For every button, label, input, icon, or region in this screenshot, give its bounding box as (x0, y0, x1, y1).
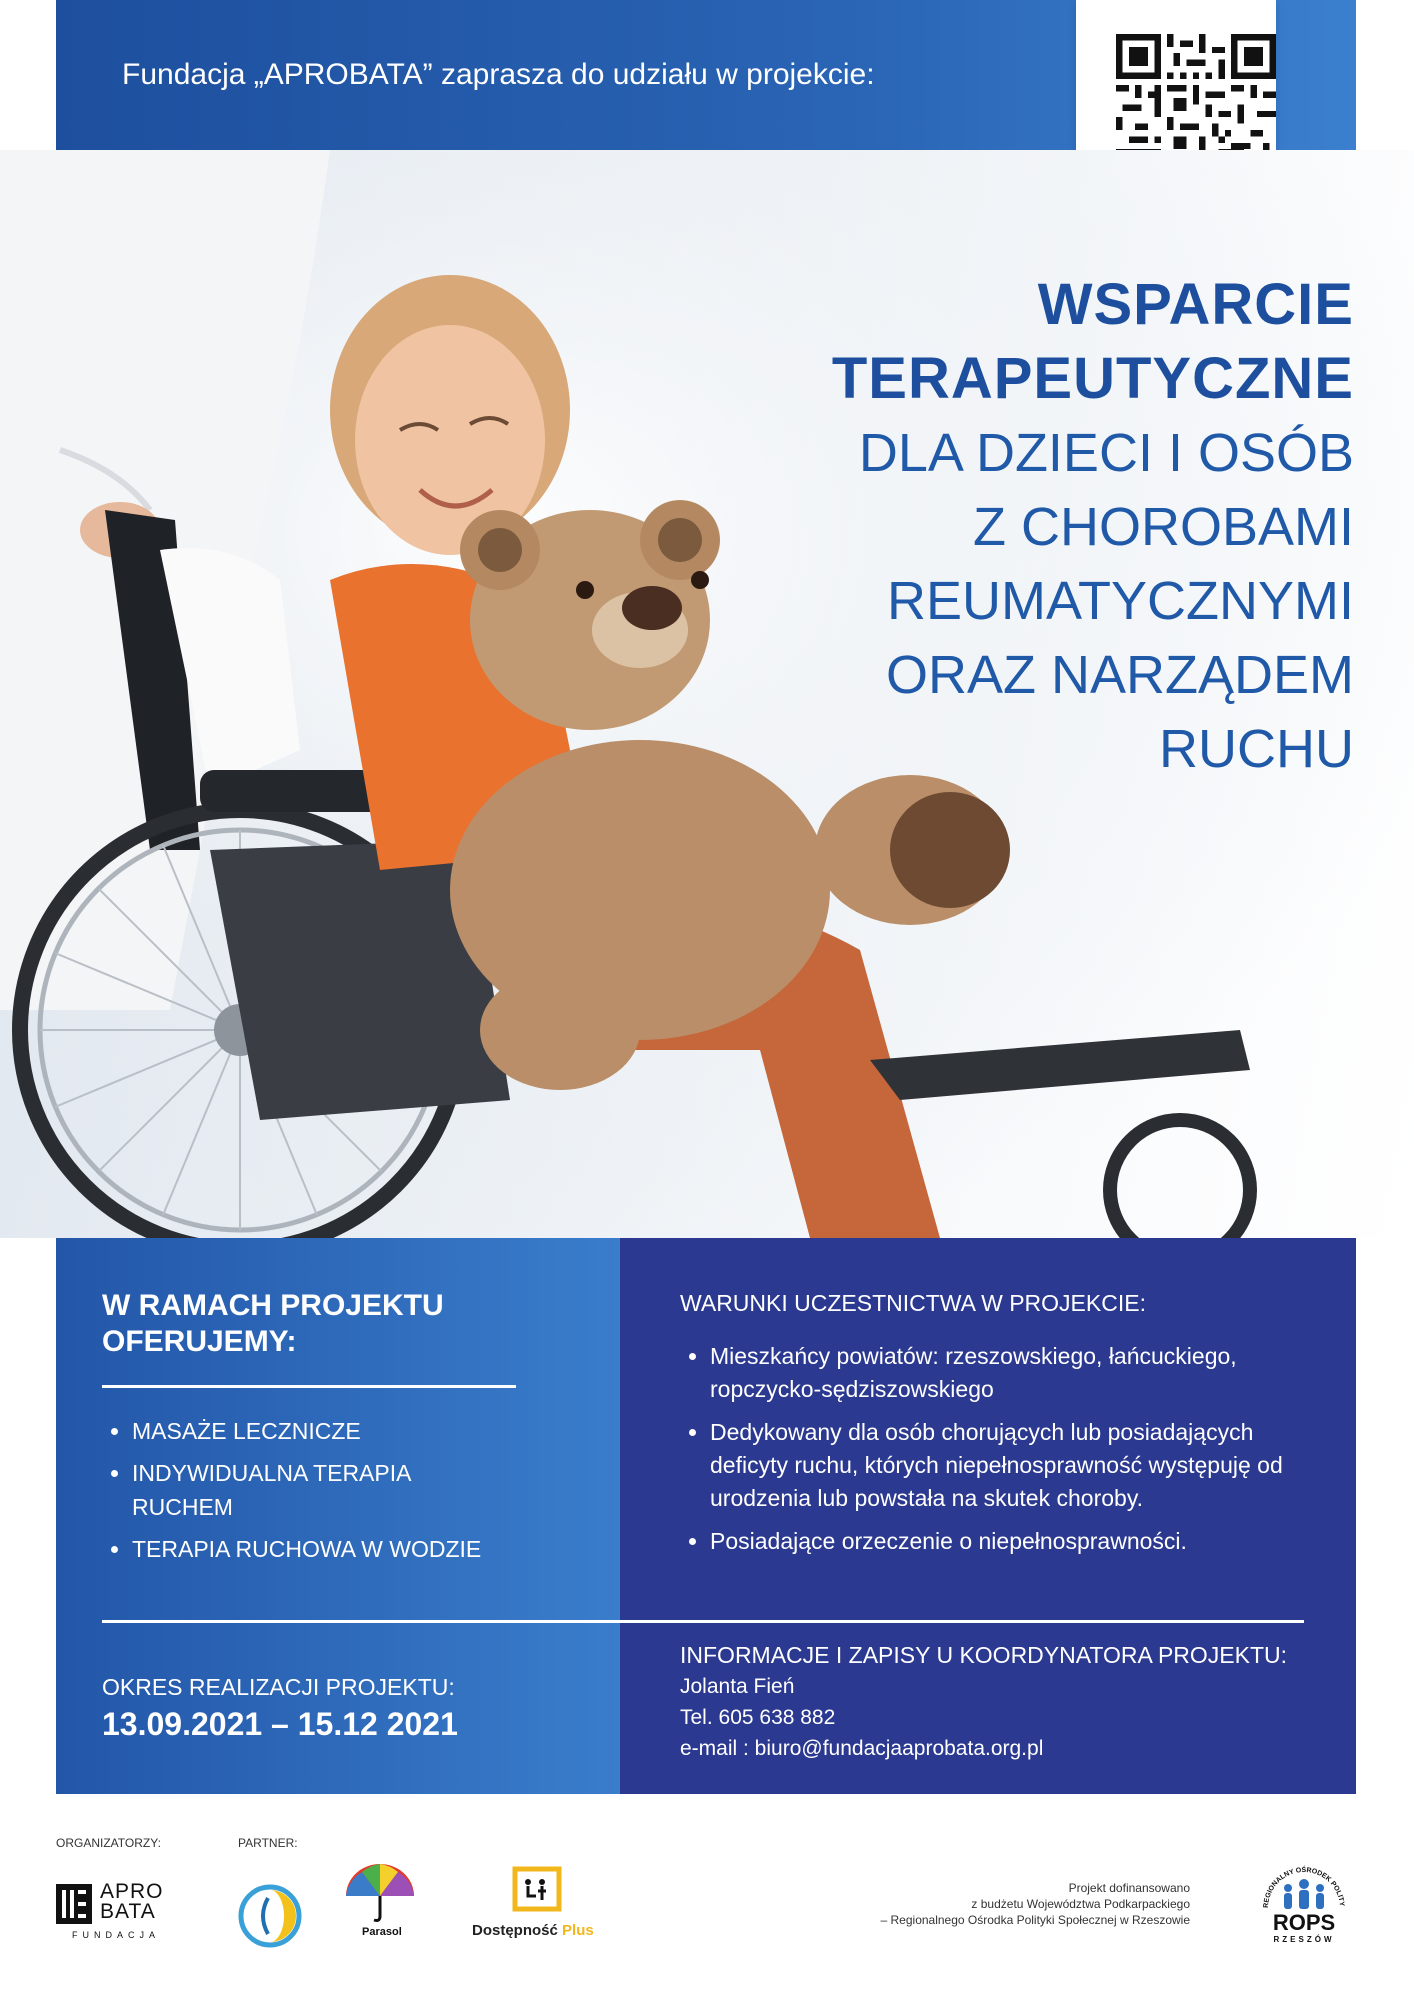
period-label: OKRES REALIZACJI PROJEKTU: (102, 1674, 455, 1700)
list-item: • INDYWIDUALNA TERAPIA RUCHEM (132, 1456, 492, 1524)
list-item: • MASAŻE LECZNICZE (132, 1414, 492, 1448)
partner-circle-icon (238, 1884, 302, 1948)
offer-divider (102, 1385, 516, 1388)
rops-name: ROPS (1272, 1910, 1336, 1935)
accessibility-icon (512, 1866, 562, 1912)
contact-block (680, 1640, 1287, 1764)
dostepnosc-plus-logo[interactable] (472, 1866, 612, 1946)
aprobata-text-2: BATA (100, 1900, 156, 1923)
svg-text:REGIONALNY OŚRODEK POLITYKI SP: REGIONALNY OŚRODEK POLITY (1262, 1866, 1346, 1909)
conditions-title: WARUNKI UCZESTNICTWA W PROJEKCIE: (680, 1290, 1146, 1316)
aprobata-logo[interactable] (56, 1882, 186, 1942)
aprobata-subtitle: FUNDACJA (72, 1930, 161, 1940)
headline-line-3: DLA DZIECI I OSÓB (858, 423, 1354, 483)
contact-email[interactable]: e-mail : biuro@fundacjaaprobata.org.pl (680, 1737, 1044, 1760)
teddy-paw (890, 792, 1010, 908)
dostepnosc-text: Dostępność (472, 1922, 558, 1939)
headline-line-6: ORAZ NARZĄDEM (885, 645, 1354, 705)
rops-emblem-icon (1254, 1858, 1354, 1916)
rops-city: RZESZÓW (1273, 1935, 1335, 1944)
invite-text: Fundacja „APROBATA” zaprasza do udziału w projekcie: (122, 58, 875, 91)
aprobata-text-1: APRO (100, 1880, 164, 1903)
parasol-label: Parasol (362, 1926, 402, 1938)
offer-title: W RAMACH PROJEKTU OFERUJEMY: (102, 1289, 444, 1358)
offer-list (102, 1414, 492, 1574)
headline (832, 268, 1354, 786)
headline-line-2: TERAPEUTYCZNE (831, 346, 1354, 411)
contact-name: Jolanta Fień (680, 1675, 795, 1698)
list-item: • TERAPIA RUCHOWA W WODZIE (132, 1532, 492, 1566)
partner-circle-logo[interactable] (238, 1884, 302, 1948)
conditions-list (680, 1340, 1330, 1568)
list-item: • Posiadające orzeczenie o niepełnosprawności. (710, 1525, 1330, 1558)
headline-line-4: Z CHOROBAMI (972, 497, 1354, 557)
contact-phone[interactable]: Tel. 605 638 882 (680, 1706, 836, 1729)
partner-label: PARTNER: (238, 1836, 298, 1850)
organizers-label: ORGANIZATORZY: (56, 1836, 161, 1850)
headline-line-5: REUMATYCZNYMI (887, 571, 1354, 631)
umbrella-icon (340, 1862, 420, 1926)
parasol-logo[interactable] (340, 1862, 420, 1942)
info-divider (102, 1620, 1304, 1623)
aprobata-mark-icon (56, 1884, 92, 1924)
plus-text: Plus (562, 1922, 594, 1939)
rops-logo[interactable] (1254, 1858, 1354, 1948)
headline-line-1: WSPARCIE (1037, 272, 1354, 337)
contact-title: INFORMACJE I ZAPISY U KOORDYNATORA PROJEKTU: (680, 1642, 1288, 1668)
period-value: 13.09.2021 – 15.12 2021 (102, 1706, 458, 1742)
hero-section (0, 150, 1414, 1238)
list-item: • Dedykowany dla osób chorujących lub posiadających deficyty ruchu, których niepełnosprawność występuję od urodzenia lub powstała na skutek choroby. (710, 1416, 1330, 1515)
headline-line-7: RUCHU (1159, 719, 1354, 779)
list-item: • Mieszkańcy powiatów: rzeszowskiego, łańcuckiego, ropczycko-sędziszowskiego (710, 1340, 1330, 1406)
funding-note: Projekt dofinansowano z budżetu Województwa Podkarpackiego – Regionalnego Ośrodka Polityki Społecznej w Rzeszowie (880, 1881, 1190, 1927)
info-panel (56, 1238, 1356, 1794)
